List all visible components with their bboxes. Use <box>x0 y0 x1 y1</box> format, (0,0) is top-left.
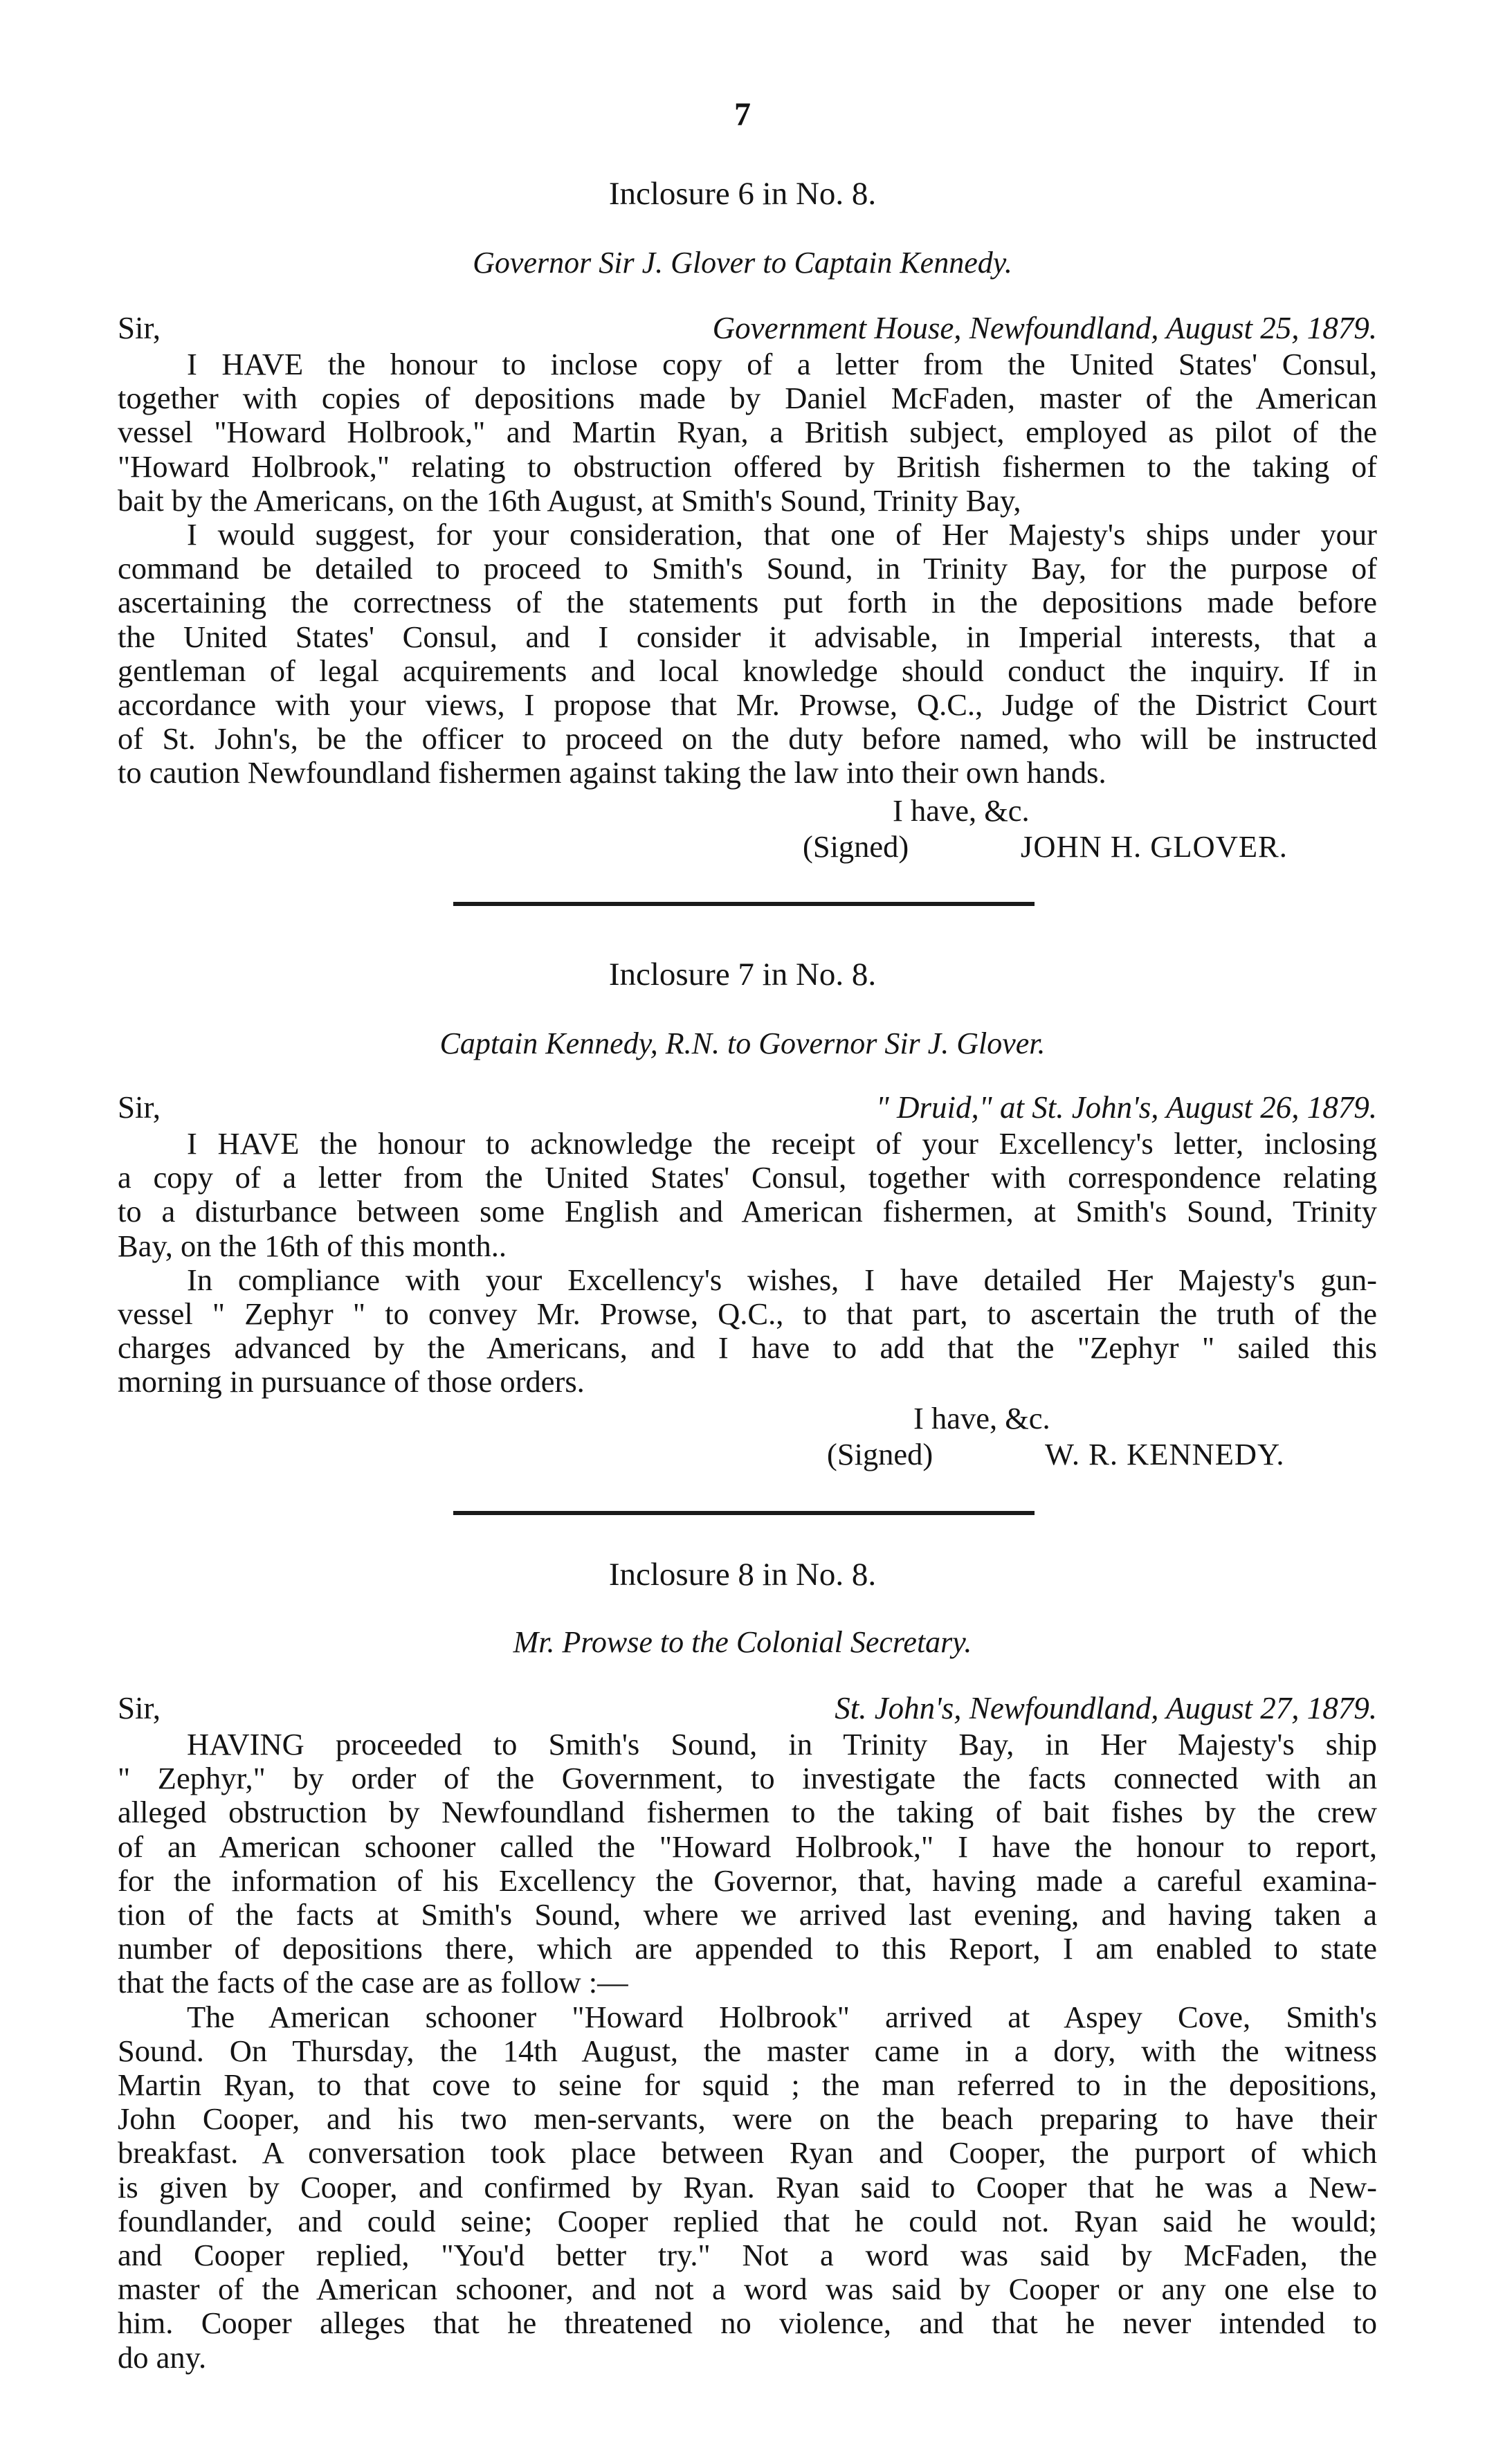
letter-body <box>118 1127 1377 1399</box>
body-line: I HAVE the honour to acknowledge the receipt of your Excellency's letter, inclosing <box>187 1126 1377 1161</box>
signature: JOHN H. GLOVER. <box>1021 829 1288 864</box>
inclosure-8-subheading: Mr. Prowse to the Colonial Secretary. <box>513 1625 972 1659</box>
body-line: for the information of his Excellency the Governor, that, having made a careful examina- <box>118 1863 1377 1898</box>
body-line: In compliance with your Excellency's wishes, I have detailed Her Majesty's gun- <box>187 1262 1377 1297</box>
letter-body <box>118 347 1377 790</box>
body-line: charges advanced by the Americans, and I have to add that the "Zephyr " sailed this <box>118 1330 1377 1366</box>
inclosure-6-letter <box>118 309 1377 790</box>
inclosure-8-letter <box>118 1689 1377 2375</box>
signature: W. R. KENNEDY. <box>1045 1437 1285 1471</box>
body-line: master of the American schooner, and not a word was said by Cooper or any one else to <box>118 2272 1377 2307</box>
body-line: the United States' Consul, and I consider it advisable, in Imperial interests, that a <box>118 619 1377 654</box>
dateline: St. John's, Newfoundland, August 27, 1879. <box>835 1691 1377 1725</box>
body-line: to caution Newfoundland fishermen against taking the law into their own hands. <box>118 755 1106 790</box>
body-line: ascertaining the correctness of the statements put forth in the depositions made before <box>118 585 1377 620</box>
body-line: foundlander, and could seine; Cooper replied that he could not. Ryan said he would; <box>118 2203 1377 2238</box>
inclosure-6-salutation-row <box>118 309 1377 347</box>
inclosure-7-subheading: Captain Kennedy, R.N. to Governor Sir J. Glover. <box>439 1026 1046 1060</box>
body-line: accordance with your views, I propose that Mr. Prowse, Q.C., Judge of the District Court <box>118 687 1377 723</box>
inclosure-8-salutation-row <box>118 1689 1377 1728</box>
body-line: "Howard Holbrook," relating to obstruction offered by British fishermen to the taking of <box>118 449 1377 484</box>
dateline: Government House, Newfoundland, August 25, 1879. <box>712 311 1377 345</box>
closing: I have, &c. <box>913 1401 1050 1435</box>
body-line: together with copies of depositions made by Daniel McFaden, master of the American <box>118 381 1377 416</box>
section-divider <box>453 1511 1035 1515</box>
body-line: to a disturbance between some English and American fishermen, at Smith's Sound, Trinity <box>118 1194 1377 1229</box>
inclosure-7-heading: Inclosure 7 in No. 8. <box>608 957 877 993</box>
inclosure-8-heading: Inclosure 8 in No. 8. <box>608 1557 877 1593</box>
body-line: I HAVE the honour to inclose copy of a letter from the United States' Consul, <box>187 347 1377 381</box>
body-line: Sound. On Thursday, the 14th August, the master came in a dory, with the witness <box>118 2033 1377 2068</box>
body-line: HAVING proceeded to Smith's Sound, in Trinity Bay, in Her Majesty's ship <box>187 1727 1377 1761</box>
body-line: alleged obstruction by Newfoundland fishermen to the taking of bait fishes by the crew <box>118 1795 1377 1830</box>
body-line: that the facts of the case are as follow :— <box>118 1965 628 2000</box>
letter-body <box>118 1728 1377 2375</box>
body-line: gentleman of legal acquirements and local knowledge should conduct the inquiry. If in <box>118 653 1377 688</box>
salutation: Sir, <box>118 1691 161 1725</box>
body-line: bait by the Americans, on the 16th August, at Smith's Sound, Trinity Bay, <box>118 482 1021 518</box>
body-line: is given by Cooper, and confirmed by Ryan. Ryan said to Cooper that he was a New- <box>118 2169 1377 2204</box>
body-line: The American schooner "Howard Holbrook" arrived at Aspey Cove, Smith's <box>187 1999 1377 2034</box>
body-line: him. Cooper alleges that he threatened no violence, and that he never intended to <box>118 2306 1377 2341</box>
body-line: morning in pursuance of those orders. <box>118 1364 585 1399</box>
body-line: " Zephyr," by order of the Government, to investigate the facts connected with an <box>118 1761 1377 1796</box>
body-line: number of depositions there, which are appended to this Report, I am enabled to state <box>118 1931 1377 1966</box>
body-line: a copy of a letter from the United States' Consul, together with correspondence relating <box>118 1160 1377 1195</box>
salutation: Sir, <box>118 311 161 345</box>
body-line: John Cooper, and his two men-servants, were on the beach preparing to have their <box>118 2101 1377 2137</box>
body-line: breakfast. A conversation took place between Ryan and Cooper, the purport of which <box>118 2135 1377 2171</box>
signed-label: (Signed) <box>803 829 909 864</box>
page-number: 7 <box>734 96 751 133</box>
inclosure-6-subheading: Governor Sir J. Glover to Captain Kennedy. <box>473 246 1012 280</box>
body-line: of St. John's, be the officer to proceed on the duty before named, who will be instructed <box>118 721 1377 757</box>
inclosure-6-heading: Inclosure 6 in No. 8. <box>608 176 877 212</box>
body-line: command be detailed to proceed to Smith's Sound, in Trinity Bay, for the purpose of <box>118 551 1377 586</box>
body-line: I would suggest, for your consideration, that one of Her Majesty's ships under your <box>187 517 1377 552</box>
body-line: Martin Ryan, to that cove to seine for squid ; the man referred to in the depositions, <box>118 2067 1377 2103</box>
closing: I have, &c. <box>893 793 1030 828</box>
signed-label: (Signed) <box>827 1437 933 1471</box>
inclosure-7-letter <box>118 1088 1377 1399</box>
inclosure-7-salutation-row <box>118 1088 1377 1127</box>
body-line: do any. <box>118 2339 207 2375</box>
body-line: and Cooper replied, "You'd better try." Not a word was said by McFaden, the <box>118 2238 1377 2273</box>
body-line: of an American schooner called the "Howard Holbrook," I have the honour to report, <box>118 1829 1377 1864</box>
body-line: vessel "Howard Holbrook," and Martin Ryan, a British subject, employed as pilot of the <box>118 415 1377 450</box>
body-line: tion of the facts at Smith's Sound, where we arrived last evening, and having taken a <box>118 1897 1377 1932</box>
body-line: vessel " Zephyr " to convey Mr. Prowse, Q.C., to that part, to ascertain the truth of the <box>118 1296 1377 1332</box>
section-divider <box>453 902 1035 906</box>
body-line: Bay, on the 16th of this month.. <box>118 1228 507 1263</box>
salutation: Sir, <box>118 1090 161 1125</box>
dateline: " Druid," at St. John's, August 26, 1879. <box>875 1090 1377 1125</box>
